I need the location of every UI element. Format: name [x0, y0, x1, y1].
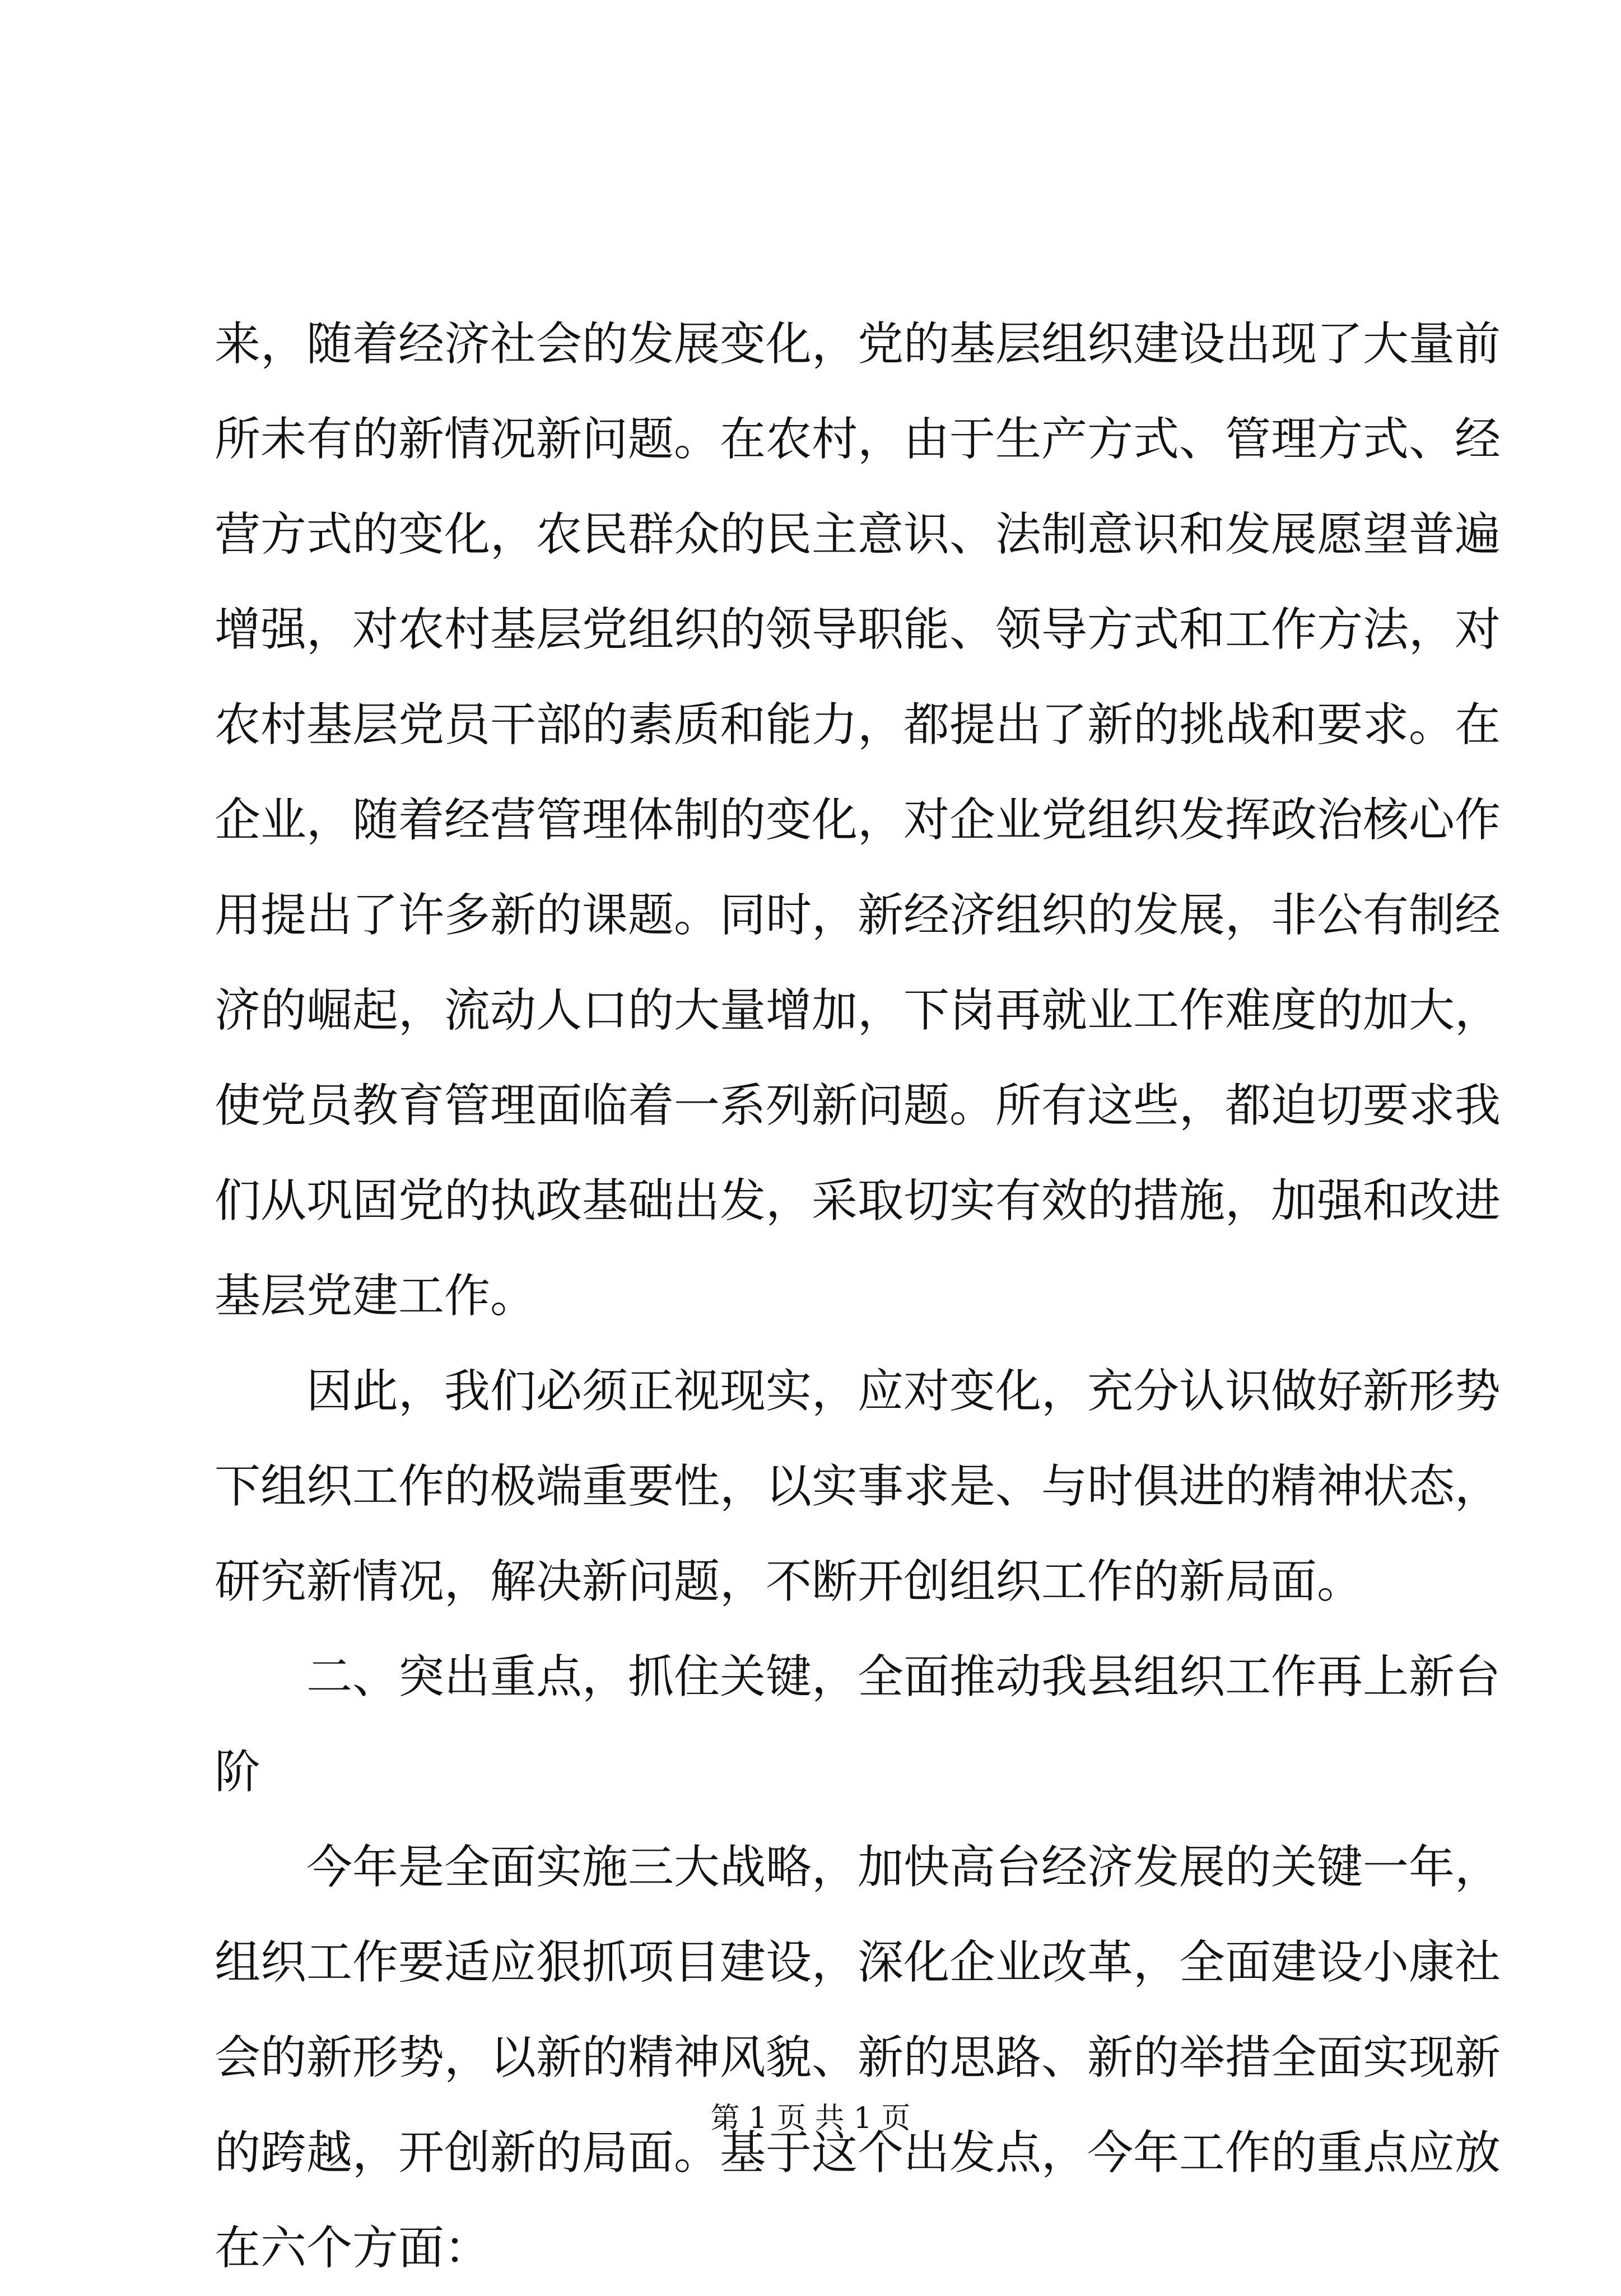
text-line: 今年是全面实施三大战略，加快高台经济发展的关键一年，	[306, 1841, 1501, 1894]
text-line: 二、突出重点，抓住关键，全面推动我县组织工作再上新台	[306, 1650, 1501, 1704]
text-line: 用提出了许多新的课题。同时，新经济组织的发展，非公有制经	[215, 889, 1501, 942]
text-line: 的跨越，开创新的局面。基于这个出发点，今年工作的重点应放	[215, 2126, 1501, 2180]
text-line: 营方式的变化，农民群众的民主意识、法制意识和发展愿望普遍	[215, 508, 1501, 561]
text-line: 使党员教育管理面临着一系列新问题。所有这些，都迫切要求我	[215, 1079, 1501, 1132]
text-line: 增强，对农村基层党组织的领导职能、领导方式和工作方法，对	[215, 603, 1501, 656]
text-line: 在六个方面：	[215, 2222, 491, 2275]
page-footer: 第 1 页 共 1 页	[710, 2102, 911, 2135]
text-line: 企业，随着经营管理体制的变化，对企业党组织发挥政治核心作	[215, 794, 1501, 847]
text-line: 因此，我们必须正视现实，应对变化，充分认识做好新形势	[306, 1365, 1501, 1418]
text-line: 基层党建工作。	[215, 1270, 537, 1323]
text-line: 会的新形势，以新的精神风貌、新的思路、新的举措全面实现新	[215, 2031, 1501, 2084]
text-line: 农村基层党员干部的素质和能力，都提出了新的挑战和要求。在	[215, 698, 1501, 752]
text-line: 下组织工作的极端重要性，以实事求是、与时俱进的精神状态，	[215, 1460, 1501, 1513]
text-line: 们从巩固党的执政基础出发，采取切实有效的措施，加强和改进	[215, 1174, 1501, 1228]
text-line: 所未有的新情况新问题。在农村，由于生产方式、管理方式、经	[215, 413, 1501, 466]
text-line: 组织工作要适应狠抓项目建设，深化企业改革，全面建设小康社	[215, 1936, 1501, 1989]
text-line: 来，随着经济社会的发展变化，党的基层组织建设出现了大量前	[215, 318, 1501, 371]
text-line: 济的崛起，流动人口的大量增加，下岗再就业工作难度的加大，	[215, 984, 1501, 1037]
text-line: 阶	[215, 1746, 261, 1799]
text-line: 研究新情况，解决新问题，不断开创组织工作的新局面。	[215, 1555, 1363, 1608]
body-text	[215, 297, 1501, 2296]
